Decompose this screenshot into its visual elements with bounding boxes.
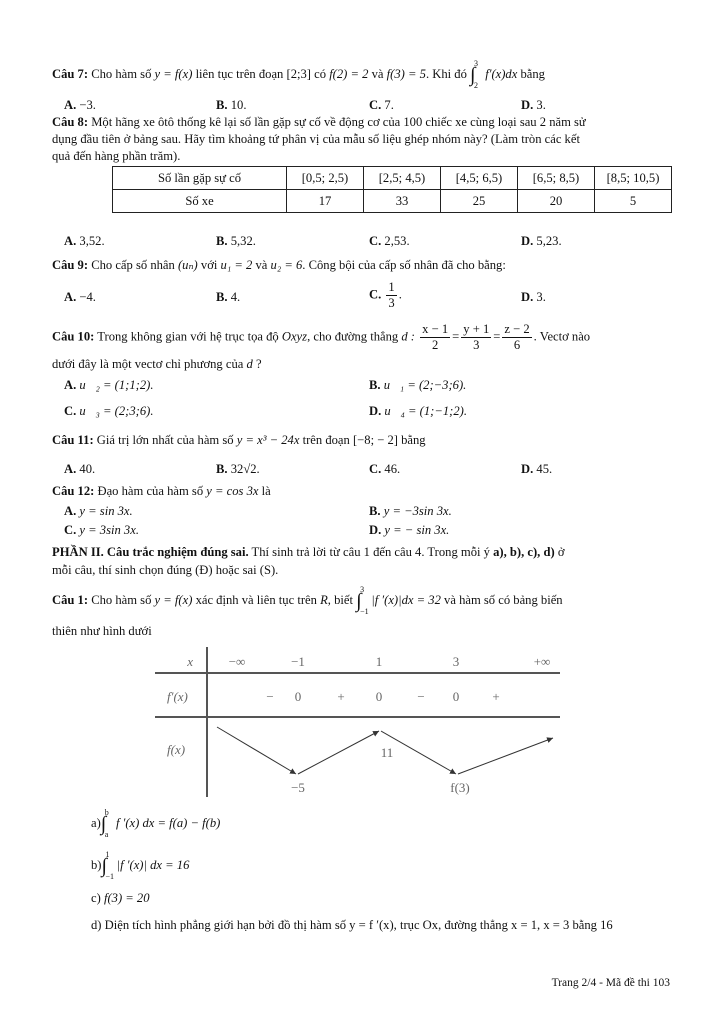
q12-option-a[interactable]: A. y = sin 3x. [64,504,133,518]
q8-label: Câu 8: [52,115,89,129]
statement-d[interactable]: d) Diện tích hình phẳng giới hạn bởi đồ thị hàm số y = f ′(x), trục Ox, đường thẳng x = 1, x = 3 bằng 16 [91,918,613,932]
x-value: +∞ [533,654,551,669]
q8-option-b[interactable]: B. 5,32. [216,234,256,248]
p2q1-function: y = f(x) [154,592,193,607]
part2-heading-line [52,545,565,560]
q11-option-c[interactable]: C. 46. [369,462,401,476]
integral-sign-icon: ∫ 3 2 [470,59,479,90]
table-header-cell: Số lần gặp sự cố [113,167,287,190]
q7-cond-2: f(3) = 5 [386,66,426,81]
q8-line-3: quả đến hàng phần trăm). [52,149,181,163]
p2q1-integrand: |f ′(x)|dx = 32 [371,592,441,607]
part2-instructions: Thí sinh trả lời từ câu 1 đến câu 4. Trong mỗi ý [248,545,490,559]
q9-label: Câu 9: [52,258,89,272]
q10-line-2: dưới đây là một vectơ chỉ phương của d ? [52,357,262,371]
table-row [113,167,672,190]
f-value: f(3) [450,780,470,795]
q11-function: y = x³ − 24x [236,433,300,447]
part2-line-2: mỗi câu, thí sinh chọn đúng (Đ) hoặc sai (S). [52,563,279,577]
statement-b[interactable]: b)∫ 1 −1 |f ′(x)| dx = 16 [91,850,190,881]
f-value: −5 [291,780,305,795]
table-cell: 25 [441,190,518,213]
q7-function: y = f(x) [154,66,193,81]
x-value: −1 [291,654,305,669]
q10-text-c: . Vectơ nào [533,329,591,344]
q7-option-a[interactable]: A. −3. [64,98,96,112]
table-cell: 33 [364,190,441,213]
fraction: $\frac{y + 1}{3}$ [463,322,490,352]
fraction: $\frac{x - 1}{2}$ [422,322,449,352]
q9-text-a: Cho cấp số nhân [91,258,175,272]
q10-system: Oxyz [281,329,308,344]
q11-text-a: Giá trị lớn nhất của hàm số [96,433,234,447]
variation-table-background [155,647,560,797]
q9-option-a[interactable]: A. −4. [64,290,96,304]
q9-u1: u₁ = 2 [220,258,253,272]
table-cell: 17 [287,190,364,213]
q7-label: Câu 7: [52,66,89,81]
x-value: 1 [375,654,383,669]
sign-value: 0 [294,689,302,704]
q11-stem [52,433,426,448]
q12-option-d[interactable]: D. y = − sin 3x. [369,523,450,537]
q8-line-1 [52,115,586,130]
q11-label: Câu 11: [52,433,94,447]
frequency-table [112,166,672,213]
sign-value: 0 [375,689,383,704]
q7-interval: [2;3] [286,66,311,81]
q12-text-a: Đạo hàm của hàm số [97,484,204,498]
table-cell: [6,5; 8,5) [518,167,595,190]
q9-sequence: (uₙ) [177,258,198,272]
q12-function: y = cos 3x [206,484,259,498]
q12-stem [52,484,271,499]
q7-text-b: liên tục trên đoạn [195,66,284,81]
f-value: 11 [380,745,394,760]
q7-text-c: có [314,66,327,81]
q8-option-a[interactable]: A. 3,52. [64,234,105,248]
q7-cond-1: f(2) = 2 [329,66,369,81]
q10-option-d[interactable]: D. u⃗₄ = (1;−1;2). [369,404,467,418]
q11-text-b: trên đoạn [302,433,350,447]
table-row [113,190,672,213]
q7-option-b[interactable]: B. 10. [216,98,247,112]
part2-heading: PHẦN II. Câu trắc nghiệm đúng sai. [52,545,249,559]
statement-c[interactable]: c) f(3) = 20 [91,891,150,905]
p2q1-stem [52,585,563,616]
q12-option-b[interactable]: B. y = −3sin 3x. [369,504,452,518]
q11-text-c: bằng [401,433,426,447]
p2q1-line-2: thiên như hình dưới [52,624,152,638]
q12-label: Câu 12: [52,484,95,498]
sign-value: 0 [452,689,460,704]
q10-text-a: Trong không gian với hệ trục tọa độ [97,329,279,344]
q10-stem: Câu 10: Trong không gian với hệ trục tọa độ Oxyz, cho đường thẳng d : $\frac{x - 1}{2}$ = $\frac{y + 1}{3}$ = $\frac{z - 2}{6}$ . Vectơ nào [52,322,591,352]
q9-option-b[interactable]: B. 4. [216,290,241,304]
sign-value: − [417,689,425,704]
row-label-fprime: f′(x) [167,689,188,704]
q9-u2: u₂ = 6 [270,258,303,272]
table-cell: [2,5; 4,5) [364,167,441,190]
q12-option-c[interactable]: C. y = 3sin 3x. [64,523,139,537]
part2-items: a), b), c), d) [493,545,555,559]
p2q1-text-d: và hàm số có bảng biến [444,592,563,607]
q12-text-b: là [261,484,271,498]
q10-option-a[interactable]: A. u⃗₂ = (1;1;2). [64,378,154,392]
q11-interval: [−8; − 2] [352,433,398,447]
q7-option-c[interactable]: C. 7. [369,98,394,112]
table-cell: [0,5; 2,5) [287,167,364,190]
q7-stem [52,59,545,90]
p2q1-domain: R [320,592,328,607]
table-cell: [8,5; 10,5) [595,167,672,190]
table-cell: 20 [518,190,595,213]
integral-sign-icon: ∫ b a [100,808,109,839]
p2q1-text-c: , biết [327,592,353,607]
p2q1-text-a: Cho hàm số [91,592,152,607]
row-label-x: x [187,654,193,669]
x-value: 3 [452,654,460,669]
row-label-f: f(x) [167,742,186,757]
p2q1-label: Câu 1: [52,592,89,607]
q10-option-c[interactable]: C. u⃗₃ = (2;3;6). [64,404,154,418]
q11-option-b[interactable]: B. 32√2. [216,462,260,476]
q7-text-a: Cho hàm số [91,66,152,81]
q9-option-d[interactable]: D. 3. [521,290,546,304]
q10-text-b: , cho đường thẳng [307,329,399,344]
table-cell: [4,5; 6,5) [441,167,518,190]
q8-line-2: dụng đầu tiên ở bảng sau. Hãy tìm khoảng tứ phân vị của mẫu số liệu ghép nhóm này? (Làm tròn các kết [52,132,580,146]
sign-value: + [492,689,500,704]
q9-and: và [255,258,268,272]
table-header-cell: Số xe [113,190,287,213]
q10-label: Câu 10: [52,329,95,344]
sign-value: − [266,689,274,704]
table-cell: 5 [595,190,672,213]
q9-stem [52,257,506,273]
q7-integrand: f′(x)dx [485,66,518,81]
statement-a[interactable]: a)∫ b a f ′(x) dx = f(a) − f(b) [91,808,221,839]
q7-and: và [371,66,384,81]
integral-sign-icon: ∫ 1 −1 [101,850,115,881]
integral-sign-icon: ∫ 3 −1 [356,585,369,616]
q8-option-c[interactable]: C. 2,53. [369,234,410,248]
fraction: $\frac{z - 2}{6}$ [504,322,530,352]
q7-tail: bằng [520,66,545,81]
q9-text-c: . Công bội của cấp số nhân đã cho bằng: [302,258,506,272]
variation-table [155,647,560,797]
q10-option-b[interactable]: B. u⃗₁ = (2;−3;6). [369,378,467,392]
q11-option-d[interactable]: D. 45. [521,462,553,476]
q7-option-d[interactable]: D. 3. [521,98,546,112]
fraction: $\frac{1}{3}$ [388,280,395,310]
q8-option-d[interactable]: D. 5,23. [521,234,562,248]
part2-text-2: ở [557,545,565,559]
q10-line-label: d : [401,329,415,344]
x-value: −∞ [228,654,246,669]
q9-text-b: với [200,258,218,272]
q9-option-c[interactable]: C. $\frac{1}{3}$ . [369,280,402,310]
q8-text-1: Một hãng xe ôtô thống kê lại số lần gặp sự cố về động cơ của 100 chiếc xe cùng loại sau 2 năm sử [91,115,586,129]
sign-value: + [337,689,345,704]
page-footer: Trang 2/4 - Mã đề thi 103 [551,977,670,989]
p2q1-text-b: xác định và liên tục trên [195,592,317,607]
q11-option-a[interactable]: A. 40. [64,462,96,476]
q7-text-d: . Khi đó [425,66,467,81]
